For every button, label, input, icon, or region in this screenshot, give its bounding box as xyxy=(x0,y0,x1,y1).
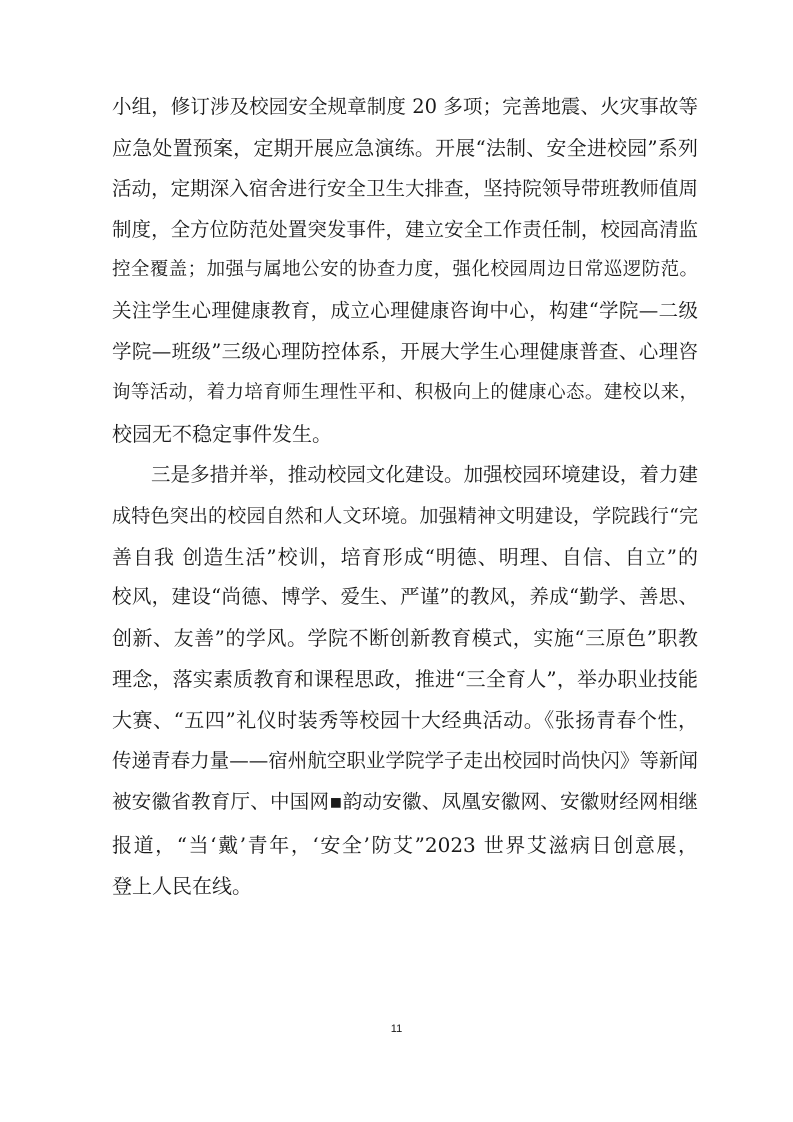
paragraph-1-line-2: 应急处置预案，定期开展应急演练。开展“法制、安全进校园”系列 xyxy=(112,136,698,160)
paragraph-2-line-7: 大赛、“五四”礼仪时装秀等校园十大经典活动。《张扬青春个性， xyxy=(112,708,698,732)
paragraph-1-line-6: 关注学生心理健康教育，成立心理健康咨询中心，构建“学院—二级 xyxy=(112,299,698,322)
page-number: 11 xyxy=(390,1023,403,1035)
paragraph-2-line-10: 报道，“当‘戴’青年，‘安全’防艾”2023 世界艾滋病日创意展， xyxy=(112,833,698,857)
paragraph-2-line-1: 三是多措并举，推动校园文化建设。加强校园环境建设，着力建 xyxy=(151,463,698,486)
paragraph-2-line-3: 善自我 创造生活”校训，培育形成“明德、明理、自信、自立”的 xyxy=(112,545,698,569)
paragraph-2-line-6: 理念，落实素质教育和课程思政，推进“三全育人”，举办职业技能 xyxy=(112,667,698,691)
paragraph-2-line-11: 登上人民在线。 xyxy=(112,874,252,898)
paragraph-1-line-5: 控全覆盖；加强与属地公安的协查力度，强化校园周边日常巡逻防范。 xyxy=(112,259,698,280)
paragraph-2-line-4: 校风，建设“尚德、博学、爱生、严谨”的教风，养成“勤学、善思、 xyxy=(112,585,698,608)
paragraph-1-line-4: 制度，全方位防范处置突发事件，建立安全工作责任制，校园高清监 xyxy=(112,218,698,241)
paragraph-2-line-5: 创新、友善”的学风。学院不断创新教育模式，实施“三原色”职教 xyxy=(112,626,698,650)
paragraph-1-line-7: 学院—班级”三级心理防控体系，开展大学生心理健康普查、心理咨 xyxy=(112,340,698,363)
paragraph-2-line-8: 传递青春力量——宿州航空职业学院学子走出校园时尚快闪》等新闻 xyxy=(112,749,698,772)
paragraph-1-line-1: 小组，修订涉及校园安全规章制度 20 多项；完善地震、火灾事故等 xyxy=(112,95,698,118)
paragraph-1-line-3: 活动，定期深入宿舍进行安全卫生大排查，坚持院领导带班教师值周 xyxy=(112,177,698,200)
paragraph-2-line-2: 成特色突出的校园自然和人文环境。加强精神文明建设，学院践行“完 xyxy=(112,505,698,527)
paragraph-2-line-9: 被安徽省教育厅、中国网▪韵动安徽、凤凰安徽网、安徽财经网相继 xyxy=(112,790,698,813)
paragraph-1-line-9: 校园无不稳定事件发生。 xyxy=(112,422,332,446)
paragraph-1-line-8: 询等活动，着力培育师生理性平和、积极向上的健康心态。建校以来， xyxy=(112,382,698,403)
